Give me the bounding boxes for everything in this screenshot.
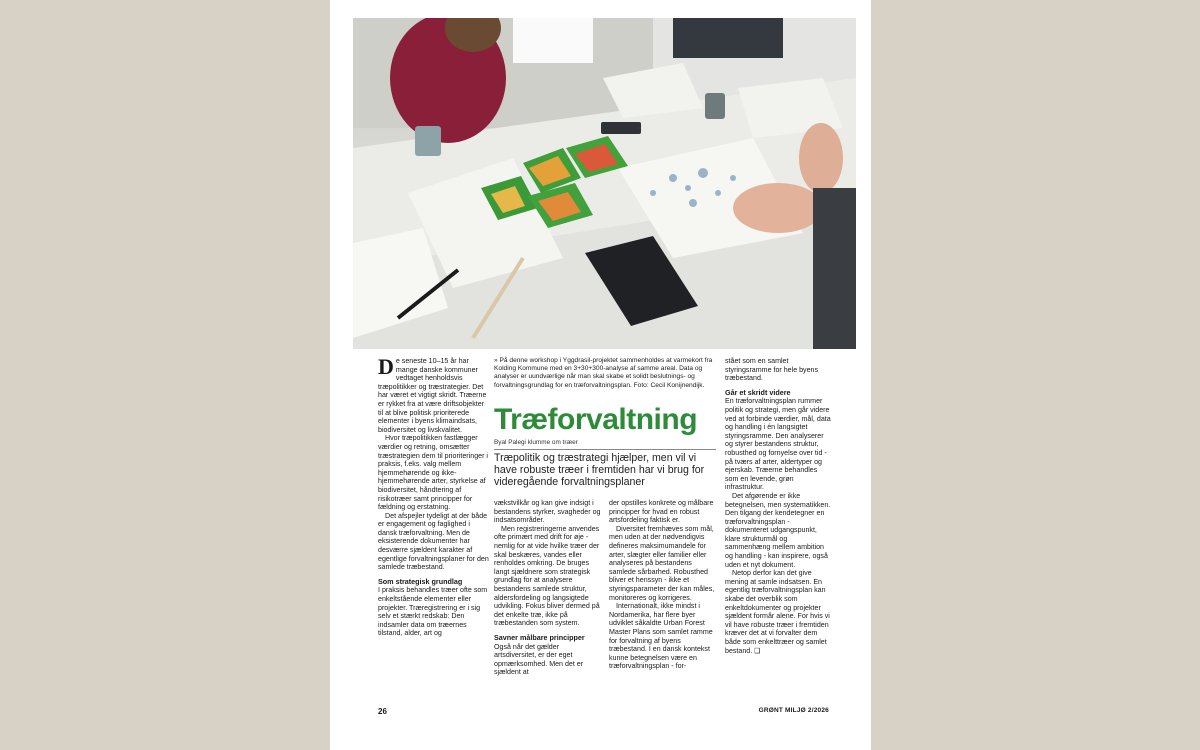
paragraph: Netop derfor kan det give mening at samle indsatsen. En egentlig træforvaltningsplan kan skabe det overblik som enkeltdokumenter og projekter sjældent formår alene. For hvis vi vil have robuste træer i fremtiden kræver det at vi forvalter dem både som enkelttræer og samlet bestand. ❑ [725,569,830,655]
paragraph: der opstilles konkrete og målbare principper for hvad en robust artsfordeling faktisk er. [609,499,714,525]
paragraph: Også når det gælder artsdiversitet, er der eget opmærksomhed. Men det er sjældent at [494,642,584,677]
article-title: Træforvaltning [494,403,698,436]
page-number: 26 [378,707,387,716]
subheading: Går et skridt videre [725,387,791,397]
divider [494,449,716,450]
subheading: Savner målbare principper [494,632,585,642]
publication-name: GRØNT MILJØ 2/2026 [758,707,829,714]
photo-caption: » På denne workshop i Yggdrasil-projektet sammenholdes at varmekort fra Kolding Kommune med en 3+30+300-analyse af samme areal. Data og analyser er uundværlige når man skal skabe et solidt beslutnings- og forvaltningsgrundlag for en træforvaltningsplan. Foto: Cecil Konijnendijk. [494,357,713,389]
paragraph: stået som en samlet styringsramme for hele byens træbestand. [725,357,819,383]
column-1 [378,354,490,638]
paragraph: I praksis behandles træer ofte som enkeltstående elementer eller projekter. Træregistrering er i sig selv et stærkt redskab: Den indsamler data om træernes tilstand, alder, art og [378,586,488,638]
column-3 [609,499,717,671]
paragraph: Hvor træpolitikken fastlægger værdier og retning, omsætter træstrategien dem til prioriteringer i praksis, f.eks. valg mellem hjemmehørende og ikke-hjemmehørende arter, styrkelse af biodiversitet, håndtering af risikotræer samt principper for fældning og erstatning. [378,434,488,512]
magazine-page [330,0,871,750]
byline: Byal Palegi klumme om træer [494,439,578,446]
paragraph: e seneste 10–15 år har mange danske kommuner vedtaget henholdsvis træpolitikker og træstrategier. Det har været et vigtigt skridt. Træerne er rykket fra at være driftsobjekter til at blive politisk prioriterede elementer i byens klimaindsats, biodiversitet og livskvalitet. [378,357,487,434]
paragraph: Det afspejler tydeligt at der både er engagement og faglighed i dansk træforvaltning. Men de eksisterende dokumenter har desværre sjældent karakter af egentlige forvaltningsplaner for den samlede træbestand. [378,511,489,572]
paragraph: Men registreringerne anvendes ofte primært med drift for øje - nemlig for at vide hvilke træer der skal beskæres, vandes eller renholdes omkring. De bruges langt sjældnere som strategisk grundlag for at analysere bestandens samlede struktur, aldersfordeling og langsigtede udvikling. Fokus bliver dermed på det enkelte træ, ikke på træbestanden som system. [494,524,600,628]
subheading: Som strategisk grundlag [378,576,463,586]
paragraph: Internationalt, ikke mindst i Nordamerika, har flere byer udviklet såkaldte Urban Forest Master Plans som samlet ramme for forvaltning af byens træbestand. I en dansk kontekst kunne betegnelsen være en træforvaltningsplan - for- [609,602,713,671]
paragraph: Det afgørende er ikke betegnelsen, men systematikken. Den tilgang der kendetegner en træforvaltningsplan - dokumenteret udgangspunkt, klare strukturmål og sammenhæng mellem ambition og handling - kan inspirere, også uden et nyt dokument. [725,491,831,569]
paragraph: En træforvaltningsplan rummer politik og strategi, men går videre ved at forbinde værdier, mål, data og handling i én langsigtet styringsramme. Den analyserer og styrer bestandens struktur, robusthed og fornyelse over tid - på tværs af arter, aldertyper og ejerskab. Træerne behandles som en levende, grøn infrastruktur. [725,397,831,492]
column-4 [725,357,831,655]
drop-cap: D [378,354,394,379]
column-2 [494,499,602,677]
workshop-photo [353,18,856,349]
lead-paragraph: Træpolitik og træstrategi hjælper, men vil vi have robuste træer i fremtiden har vi brug for videregående forvaltningsplaner [494,452,705,489]
paragraph: vækstvilkår og kan give indsigt i bestandens styrker, svagheder og indsatsområder. [494,499,601,525]
paragraph: Diversitet fremhæves som mål, men uden at der nødvendigvis defineres maksimumandele for arter, slægter eller familier eller analyseres på bestandens samlede sårbarhed. Robusthed bliver et henssyn - ikke et styringsparameter der kan måles, monitoreres og korrigeres. [609,524,715,602]
